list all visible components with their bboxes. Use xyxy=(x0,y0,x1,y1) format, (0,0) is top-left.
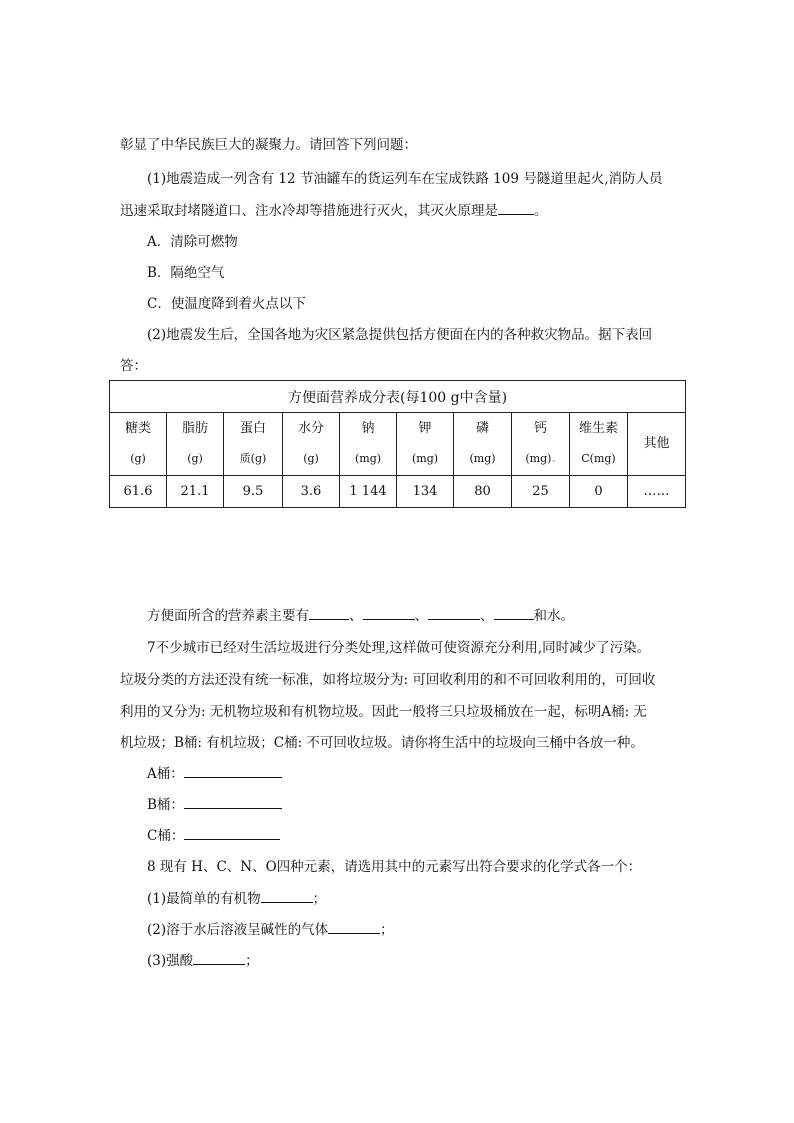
nutrient-blank-4[interactable] xyxy=(494,607,534,620)
q8-item-2-blank[interactable] xyxy=(328,921,380,934)
table-value-cell: 21.1 xyxy=(167,476,224,508)
q8-item-2 xyxy=(147,921,394,939)
table-header-cell: 钙 (mg). xyxy=(512,413,570,476)
separator: 、 xyxy=(480,608,494,624)
table-value-cell: 0 xyxy=(570,476,628,508)
q7-line4: 机垃圾；B桶: 有机垃圾；C桶: 不可回收垃圾。请你将生活中的垃圾向三桶中各放一种。 xyxy=(120,735,644,751)
q1-stem-line2 xyxy=(120,202,548,220)
table-value-cell: 9.5 xyxy=(224,476,283,508)
table-header-cell: 脂肪 (g) xyxy=(167,413,224,476)
q1-option-c: C．使温度降到着火点以下 xyxy=(147,296,306,312)
table-header-cell: 糖类 (g) xyxy=(110,413,167,476)
table-header-cell: 蛋白 质(g) xyxy=(224,413,283,476)
q1-stem-line1: (1)地震造成一列含有 12 节油罐车的货运列车在宝成铁路 109 号隧道里起火,消防人员 xyxy=(147,171,663,187)
bin-b-blank[interactable] xyxy=(184,796,282,809)
q8-stem: 8 现有 H、C、N、O四种元素，请选用其中的元素写出符合要求的化学式各一个： xyxy=(147,859,642,875)
q8-item-1-blank[interactable] xyxy=(261,890,313,903)
table-value-cell: 3.6 xyxy=(283,476,340,508)
nutrient-blank-2[interactable] xyxy=(363,607,415,620)
q1-stem-line2-text: 迅速采取封堵隧道口、注水冷却等措施进行灭火，其灭火原理是 xyxy=(120,203,498,219)
q1-option-b: B．隔绝空气 xyxy=(147,265,225,281)
q7-line2: 垃圾分类的方法还没有统一标准，如将垃圾分为: 可回收利用的和不可回收利用的，可回收 xyxy=(120,672,656,688)
separator: 、 xyxy=(349,608,363,624)
table-header-cell: 磷 (mg) xyxy=(454,413,512,476)
q2-nutrients-prefix: 方便面所含的营养素主要有 xyxy=(147,608,309,624)
bin-c-label: C桶： xyxy=(147,828,185,844)
table-header-cell: 其他 xyxy=(628,413,686,476)
q8-item-2-end: ； xyxy=(380,922,394,938)
bin-b-line xyxy=(147,796,282,814)
table-value-cell: 1 144 xyxy=(340,476,397,508)
nutrition-table xyxy=(109,380,686,508)
q8-item-3-text: (3)强酸 xyxy=(147,953,194,969)
table-value-cell: 80 xyxy=(454,476,512,508)
bin-a-line xyxy=(147,765,282,783)
nutrient-blank-3[interactable] xyxy=(428,607,480,620)
q2-nutrients-suffix: 和水。 xyxy=(533,608,574,624)
q1-option-a: A．清除可燃物 xyxy=(147,234,238,250)
table-value-cell: 61.6 xyxy=(110,476,167,508)
q8-item-3-end: ； xyxy=(245,953,259,969)
q2-nutrients-line xyxy=(147,607,574,625)
q7-line3: 利用的又分为: 无机物垃圾和有机物垃圾。因此一般将三只垃圾桶放在一起，标明A桶: 无 xyxy=(120,704,647,720)
intro-text: 彰显了中华民族巨大的凝聚力。请回答下列问题： xyxy=(120,137,417,153)
q8-item-1-text: (1)最简单的有机物 xyxy=(147,891,261,907)
table-header-cell: 钾 (mg) xyxy=(397,413,454,476)
q1-stem-line2-end: 。 xyxy=(534,203,548,219)
table-header-cell: 钠 (mg) xyxy=(340,413,397,476)
q8-item-3-blank[interactable] xyxy=(193,952,245,965)
bin-a-blank[interactable] xyxy=(184,765,282,778)
nutrient-blank-1[interactable] xyxy=(309,607,349,620)
q2-stem-line2: 答： xyxy=(120,358,147,374)
table-header-cell: 维生素 C(mg) xyxy=(570,413,628,476)
table-value-cell: …… xyxy=(628,476,686,508)
separator: 、 xyxy=(414,608,428,624)
q7-line1: 7不少城市已经对生活垃圾进行分类处理,这样做可使资源充分利用,同时减少了污染。 xyxy=(147,640,651,656)
q8-item-3 xyxy=(147,952,259,970)
bin-c-blank[interactable] xyxy=(184,827,280,840)
table-value-cell: 134 xyxy=(397,476,454,508)
table-header-cell: 水分 (g) xyxy=(283,413,340,476)
q1-answer-blank[interactable] xyxy=(498,202,534,215)
q8-item-1-end: ； xyxy=(312,891,327,907)
table-value-cell: 25 xyxy=(512,476,570,508)
bin-a-label: A桶： xyxy=(147,766,184,782)
q8-item-2-text: (2)溶于水后溶液呈碱性的气体 xyxy=(147,922,329,938)
bin-b-label: B桶： xyxy=(147,797,184,813)
q2-stem-line1: (2)地震发生后，全国各地为灾区紧急提供包括方便面在内的各种救灾物品。据下表回 xyxy=(147,327,653,343)
nutrition-table-title: 方便面营养成分表(每100 g中含量) xyxy=(110,381,686,413)
bin-c-line xyxy=(147,827,280,845)
q8-item-1 xyxy=(147,890,326,908)
